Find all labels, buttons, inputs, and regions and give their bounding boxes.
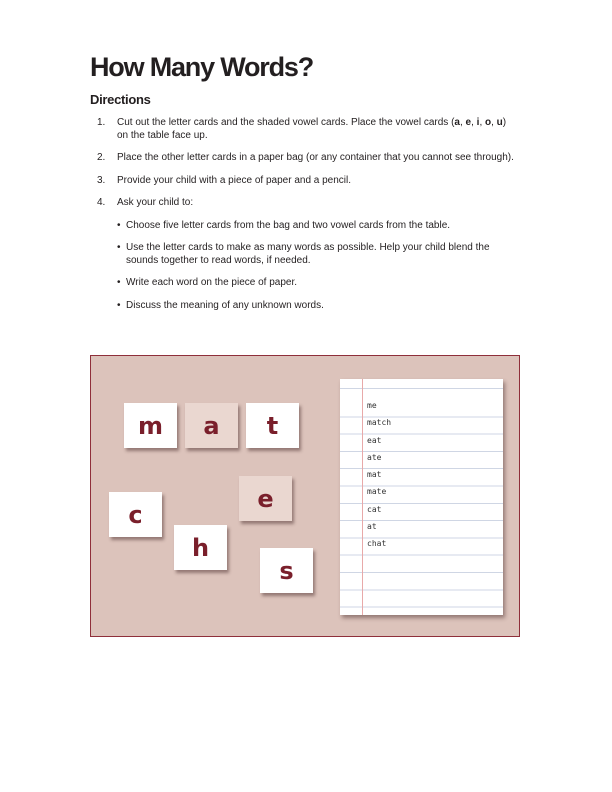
letter-card-m: m	[124, 403, 177, 448]
directions-heading: Directions	[90, 92, 151, 107]
step-text: Cut out the letter cards and the shaded vowel cards. Place the vowel cards (a, e, i, o, u) on the table face up.	[117, 117, 507, 141]
list-item: • Discuss the meaning of any unknown words.	[117, 299, 324, 311]
word-list	[367, 397, 391, 553]
letter-card-h: h	[174, 525, 227, 570]
letter-card-c: c	[109, 492, 162, 537]
step-number: 3.	[97, 174, 106, 186]
step-text: Ask your child to:	[117, 197, 194, 208]
paper-margin-line	[362, 379, 363, 615]
step-number: 4.	[97, 197, 106, 208]
list-item: ate	[367, 452, 382, 462]
vowel-card-a: a	[185, 403, 238, 448]
word-list-paper	[340, 379, 503, 615]
list-item: at	[367, 522, 377, 532]
list-item: mate	[367, 487, 387, 497]
step-3	[97, 175, 517, 188]
letter-card-s: s	[260, 548, 313, 593]
step-number: 2.	[97, 152, 106, 163]
step-2	[97, 152, 517, 165]
step-1	[97, 117, 517, 142]
list-item: chat	[367, 539, 387, 549]
list-item: eat	[367, 435, 382, 445]
letter-card-t: t	[246, 403, 299, 448]
step-4	[97, 197, 517, 210]
list-item: me	[367, 401, 377, 410]
list-item: mat	[367, 470, 382, 480]
list-item: match	[367, 418, 392, 428]
list-item: cat	[367, 504, 382, 514]
bullet-icon: •	[117, 242, 121, 253]
vowel-card-e: e	[239, 476, 292, 521]
list-item: • Choose five letter cards from the bag and two vowel cards from the table.	[117, 219, 451, 231]
step-text: Provide your child with a piece of paper and a pencil.	[117, 174, 352, 186]
directions-list	[97, 117, 517, 322]
example-illustration	[90, 355, 520, 637]
bullet-icon: •	[117, 277, 121, 288]
list-item: • Write each word on the piece of paper.	[117, 277, 298, 288]
step-text: Place the other letter cards in a paper bag (or any container that you cannot see through).	[117, 152, 514, 163]
step-number: 1.	[97, 117, 106, 128]
list-item: • Use the letter cards to make as many words as possible. Help your child blend the sounds together to read words, if needed.	[117, 242, 490, 266]
bullet-icon: •	[117, 299, 121, 311]
bullet-icon: •	[117, 219, 121, 231]
page-title: How Many Words?	[90, 52, 314, 82]
sub-instructions	[97, 220, 517, 313]
